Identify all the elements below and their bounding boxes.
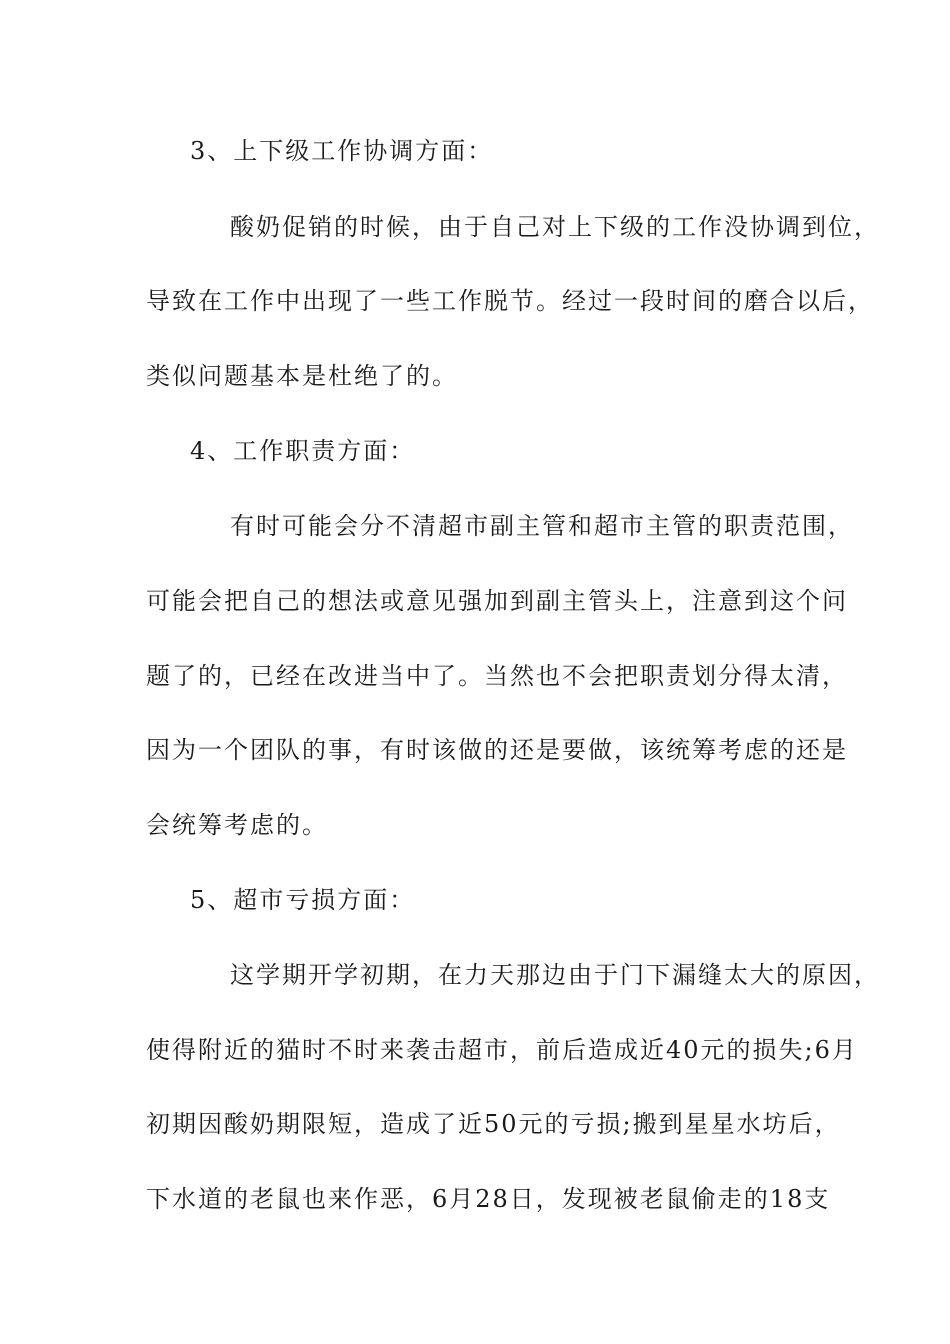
paragraph-line: 导致在工作中出现了一些工作脱节。经过一段时间的磨合以后， (146, 287, 874, 315)
section-heading: 4、工作职责方面： (190, 437, 416, 465)
paragraph-line: 使得附近的猫时不时来袭击超市，前后造成近40元的损失;6月 (146, 1036, 858, 1064)
paragraph-line: 有时可能会分不清超市副主管和超市主管的职责范围， (230, 512, 854, 540)
paragraph-line: 类似问题基本是杜绝了的。 (146, 362, 458, 390)
section-heading: 3、上下级工作协调方面： (190, 137, 494, 165)
paragraph-line: 因为一个团队的事，有时该做的还是要做，该统筹考虑的还是 (146, 736, 848, 764)
paragraph-line: 会统筹考虑的。 (146, 811, 328, 839)
paragraph-line: 这学期开学初期，在力天那边由于门下漏缝太大的原因， (230, 961, 880, 989)
paragraph-line: 可能会把自己的想法或意见强加到副主管头上，注意到这个问 (146, 587, 848, 615)
paragraph-line: 酸奶促销的时候，由于自己对上下级的工作没协调到位， (230, 213, 880, 241)
paragraph-line: 下水道的老鼠也来作恶，6月28日，发现被老鼠偷走的18支 (146, 1185, 831, 1213)
paragraph-line: 题了的，已经在改进当中了。当然也不会把职责划分得太清， (146, 662, 848, 690)
paragraph-line: 初期因酸奶期限短，造成了近50元的亏损;搬到星星水坊后， (146, 1110, 841, 1138)
section-heading: 5、超市亏损方面： (190, 886, 416, 914)
